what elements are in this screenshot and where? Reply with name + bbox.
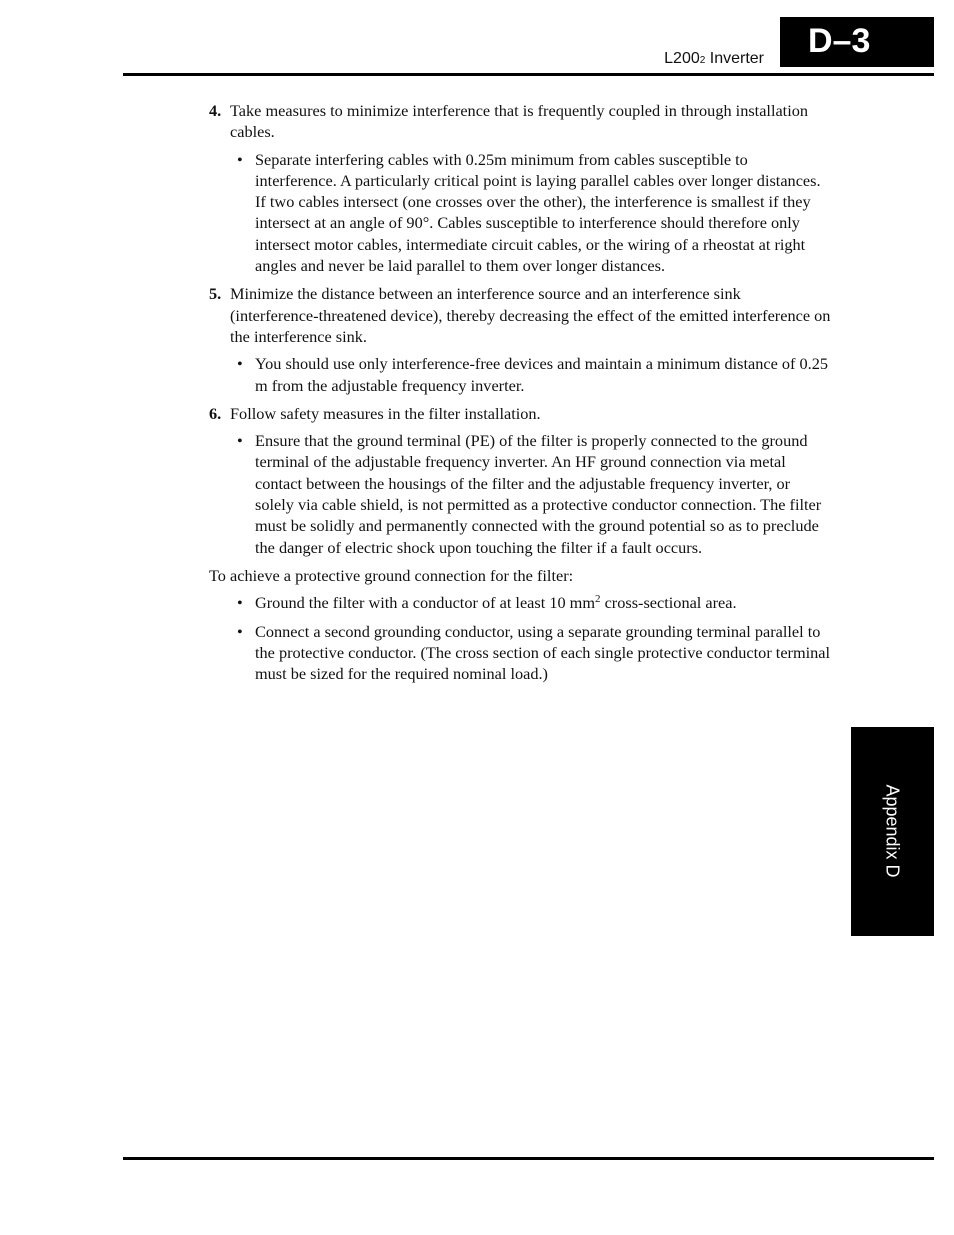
bullet-text: Separate interfering cables with 0.25m minimum from cables susceptible to interference. A particularly critical point is laying parallel cables over longer distances. If two cables intersect (one crosses over the other), the interference is smallest if they intersect at an angle of 90°. Cables susceptible to interference should therefore only intersect motor cables, intermediate circuit cables, or the wiring of a rheostat at right angles and never be laid parallel to them over longer distances.	[255, 149, 821, 276]
header-product-suffix: Inverter	[705, 50, 764, 67]
footer-rule	[123, 1157, 934, 1160]
item-number: 6.	[209, 403, 222, 423]
bullet-text-after: cross-sectional area.	[600, 593, 737, 613]
numbered-item-5	[209, 283, 832, 347]
numbered-item-4	[209, 100, 832, 143]
running-header-title	[560, 50, 764, 68]
bullet-text: Connect a second grounding conductor, using a separate grounding terminal parallel to the protective conductor. (The cross section of each single protective conductor terminal must be sized for the required nominal load.)	[255, 621, 831, 684]
item-text: Take measures to minimize interference that is frequently coupled in through installation cables.	[230, 101, 809, 142]
side-tab-label: Appendix D	[882, 784, 903, 878]
header-rule	[123, 73, 934, 76]
bullet-item	[209, 353, 832, 396]
item-5-bullets	[209, 353, 832, 396]
item-text: Follow safety measures in the filter installation.	[230, 403, 541, 423]
page-number-badge: D–3	[780, 17, 934, 67]
header-product-subscript: 2	[699, 55, 706, 66]
appendix-side-tab	[851, 727, 934, 936]
header-product-name: L200	[664, 50, 700, 67]
item-4-bullets	[209, 149, 832, 277]
bullet-item	[209, 149, 832, 277]
page-body	[209, 100, 832, 691]
ground-intro-paragraph: To achieve a protective ground connection for the filter:	[209, 565, 574, 585]
bullet-item	[209, 621, 832, 685]
superscript: 2	[595, 593, 601, 606]
item-number: 4.	[209, 101, 222, 120]
bullet-item	[209, 430, 832, 558]
bullet-icon: •	[237, 354, 243, 374]
item-number: 5.	[209, 284, 222, 304]
bullet-icon: •	[237, 149, 243, 169]
bullet-icon: •	[237, 621, 243, 641]
item-text: Minimize the distance between an interference source and an interference sink (interference-threatened device), thereby decreasing the effect of the emitted interference on the interference sink.	[230, 284, 831, 346]
ground-bullets	[209, 592, 832, 684]
bullet-text	[255, 593, 737, 612]
numbered-item-6	[209, 403, 832, 424]
bullet-text-before: Ground the filter with a conductor of at least 10 mm	[255, 593, 596, 613]
bullet-text: Ensure that the ground terminal (PE) of the filter is properly connected to the ground terminal of the adjustable frequency inverter. An HF ground connection via metal contact between the housings of the filter and the adjustable frequency inverter, or solely via cable shield, is not permitted as a protective conductor connection. The filter must be solidly and permanently connected with the ground potential so as to preclude the danger of electric shock upon touching the filter if a fault occurs.	[255, 431, 822, 557]
item-6-bullets	[209, 430, 832, 558]
bullet-icon: •	[237, 593, 243, 613]
bullet-text: You should use only interference-free devices and maintain a minimum distance of 0.25 m from the adjustable frequency inverter.	[255, 354, 829, 395]
bullet-icon: •	[237, 431, 243, 451]
bullet-item	[209, 592, 832, 613]
